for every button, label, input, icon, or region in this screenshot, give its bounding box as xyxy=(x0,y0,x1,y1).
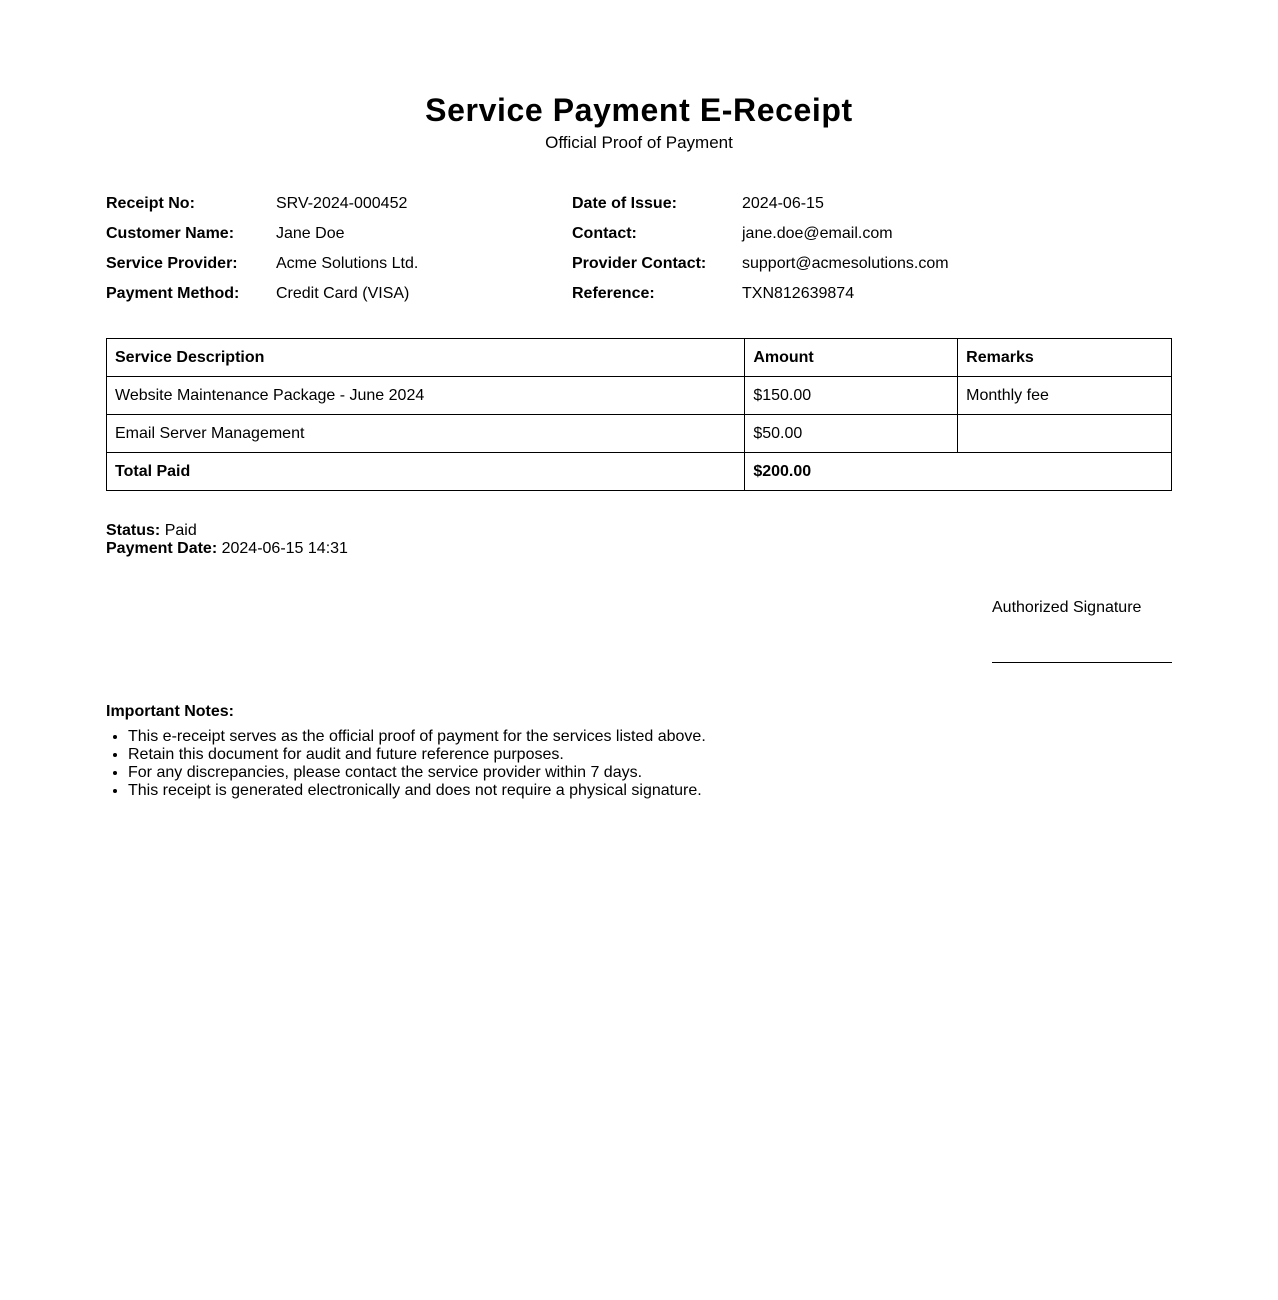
list-item: • Retain this document for audit and future reference purposes. xyxy=(128,746,1172,764)
table-row xyxy=(107,415,1172,453)
payment-date-label: Payment Date: xyxy=(106,540,218,557)
provider-contact-label: Provider Contact: xyxy=(572,255,707,272)
status-line xyxy=(106,522,348,540)
receipt-no-value: SRV-2024-000452 xyxy=(276,195,408,212)
receipt-info xyxy=(106,193,1172,313)
customer-name-label: Customer Name: xyxy=(106,225,235,242)
list-item: • For any discrepancies, please contact the service provider within 7 days. xyxy=(128,764,1172,782)
total-row xyxy=(107,453,1172,491)
table-row xyxy=(107,377,1172,415)
payment-date-line xyxy=(106,540,348,558)
status-label: Status: xyxy=(106,522,161,539)
total-paid-label: Total Paid xyxy=(107,453,745,491)
row-description: Email Server Management xyxy=(107,415,745,453)
receipt-no-label: Receipt No: xyxy=(106,195,195,212)
page-title: Service Payment E-Receipt xyxy=(425,92,853,128)
contact-label: Contact: xyxy=(572,225,637,242)
important-notes xyxy=(106,702,1172,800)
row-remarks xyxy=(958,415,1172,453)
list-item: • This e-receipt serves as the official proof of payment for the services listed above. xyxy=(128,728,1172,746)
payment-method-label: Payment Method: xyxy=(106,285,240,302)
header-remarks: Remarks xyxy=(958,339,1172,377)
payment-date-value: 2024-06-15 14:31 xyxy=(221,540,348,557)
signature-block xyxy=(992,598,1172,663)
payment-status xyxy=(106,522,348,558)
row-amount: $150.00 xyxy=(745,377,958,415)
customer-name-value: Jane Doe xyxy=(276,225,345,242)
info-row xyxy=(106,253,1172,283)
total-paid-value: $200.00 xyxy=(745,453,1172,491)
reference-value: TXN812639874 xyxy=(742,285,855,302)
header-amount: Amount xyxy=(745,339,958,377)
page-subtitle: Official Proof of Payment xyxy=(545,133,733,152)
info-row xyxy=(106,283,1172,313)
date-issue-label: Date of Issue: xyxy=(572,195,677,212)
list-item: • This receipt is generated electronically and does not require a physical signature. xyxy=(128,782,1172,800)
status-value: Paid xyxy=(164,522,197,539)
notes-list xyxy=(106,728,1172,800)
service-provider-value: Acme Solutions Ltd. xyxy=(276,255,419,272)
row-amount: $50.00 xyxy=(745,415,958,453)
service-provider-label: Service Provider: xyxy=(106,255,238,272)
info-row xyxy=(106,193,1172,223)
contact-value: jane.doe@email.com xyxy=(742,225,893,242)
provider-contact-value: support@acmesolutions.com xyxy=(742,255,949,272)
header-service-description: Service Description xyxy=(107,339,745,377)
notes-title: Important Notes: xyxy=(106,703,234,720)
table-header-row xyxy=(107,339,1172,377)
signature-label: Authorized Signature xyxy=(992,599,1142,616)
reference-label: Reference: xyxy=(572,285,655,302)
info-row xyxy=(106,223,1172,253)
signature-line xyxy=(992,662,1172,663)
payment-method-value: Credit Card (VISA) xyxy=(276,285,410,302)
services-table xyxy=(106,338,1172,491)
row-description: Website Maintenance Package - June 2024 xyxy=(107,377,745,415)
row-remarks: Monthly fee xyxy=(958,377,1172,415)
date-issue-value: 2024-06-15 xyxy=(742,195,824,212)
